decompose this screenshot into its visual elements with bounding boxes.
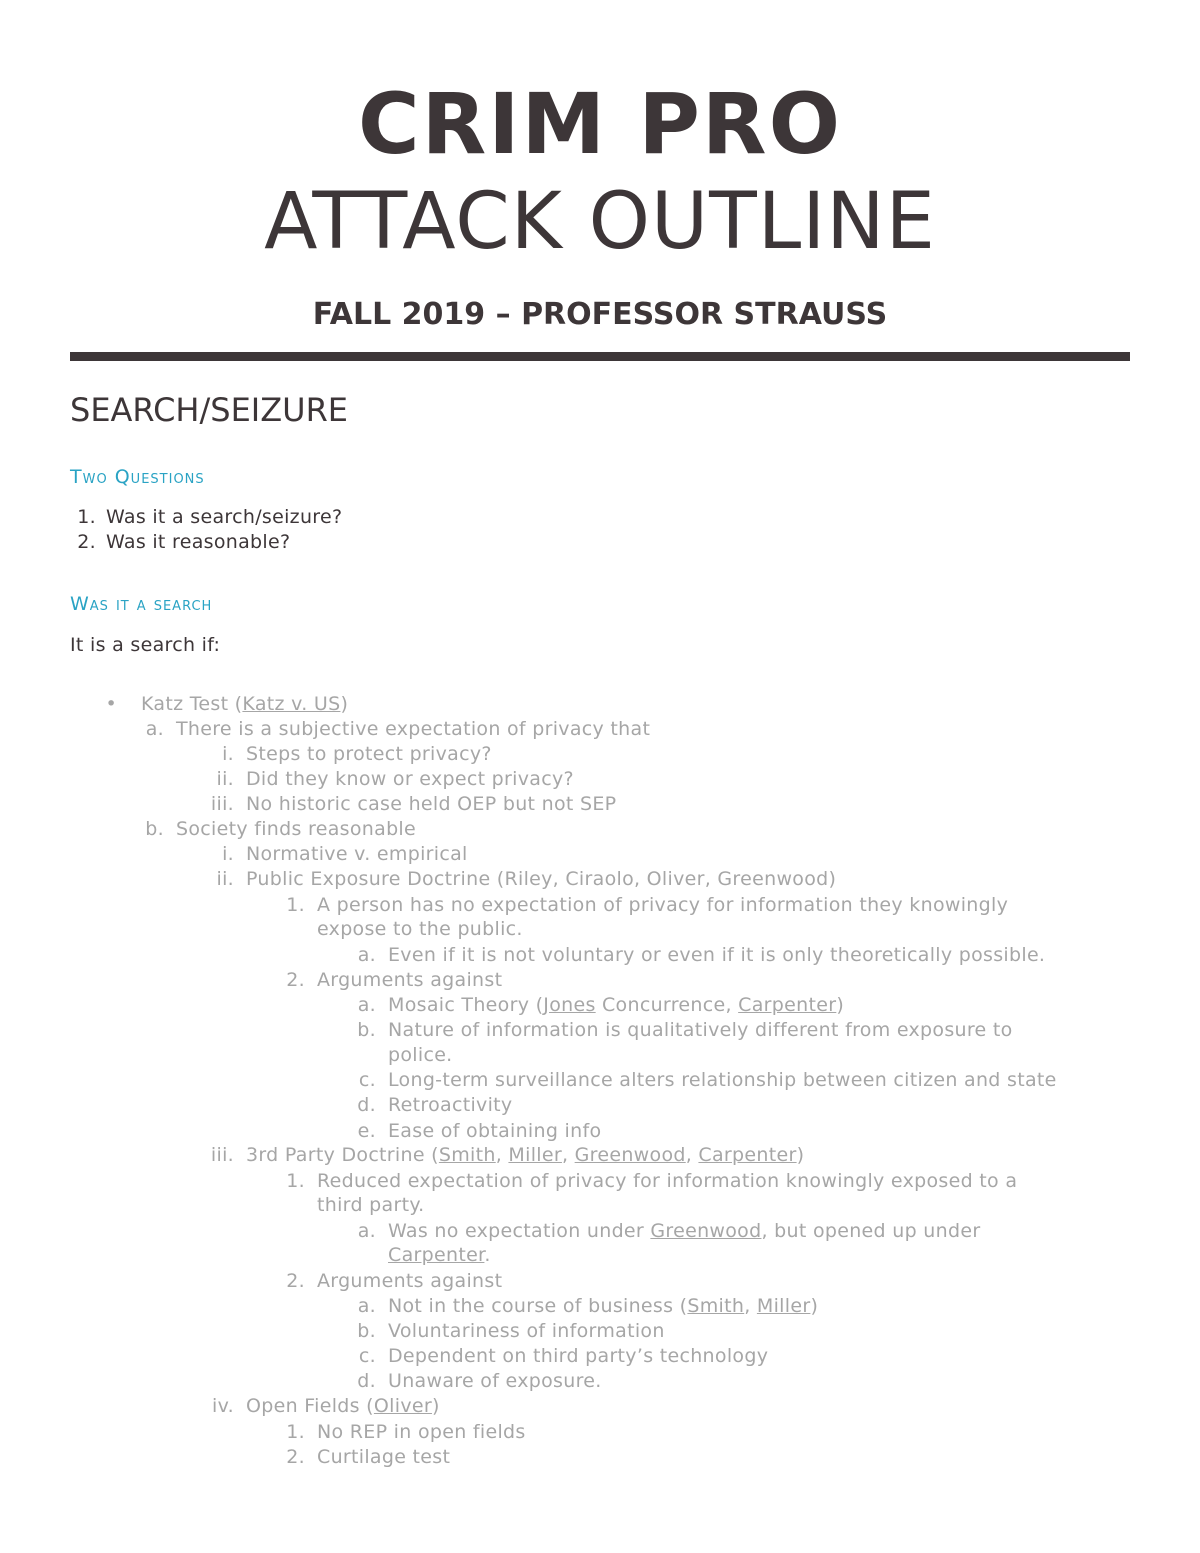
outline-item (222, 742, 492, 767)
outline-text: ) (836, 994, 845, 1016)
outline-item (212, 1394, 440, 1419)
case-citation-link[interactable]: Greenwood (650, 1220, 762, 1242)
document-subtitle-title: ATTACK OUTLINE (264, 177, 936, 267)
outline-text: , (495, 1144, 509, 1166)
question-text: Was it reasonable? (106, 531, 291, 553)
outline-text: Mosaic Theory ( (388, 994, 544, 1016)
outline-item (286, 1445, 451, 1470)
outline-text: Did they know or expect privacy? (246, 768, 574, 790)
outline-text: Arguments against (317, 969, 503, 991)
outline-marker: iii. (210, 1144, 234, 1166)
outline-marker: c. (358, 1069, 376, 1091)
outline-text: police. (388, 1044, 453, 1066)
outline-item (357, 1369, 602, 1394)
outline-marker: iii. (210, 793, 234, 815)
outline-marker: 2. (286, 1446, 305, 1468)
outline-text: , (561, 1144, 575, 1166)
outline-text: Concurrence, (595, 994, 739, 1016)
case-citation-link[interactable]: Miller (756, 1295, 811, 1317)
outline-text: Even if it is not voluntary or even if it is only theoretically possible. (388, 944, 1046, 966)
outline-text: Retroactivity (388, 1094, 513, 1116)
outline-item (357, 1018, 1013, 1043)
outline-marker: 1. (286, 1421, 305, 1443)
document-title: CRIM PRO (357, 75, 843, 173)
outline-item (358, 1344, 769, 1369)
outline-item (286, 1269, 503, 1294)
outline-text: third party. (317, 1194, 425, 1216)
outline-item (222, 842, 468, 867)
outline-marker: ii. (216, 868, 234, 890)
outline-marker: a. (145, 718, 164, 740)
outline-item (216, 867, 837, 892)
outline-item (388, 1243, 491, 1268)
outline-text: ) (796, 1144, 805, 1166)
question-text: Was it a search/seizure? (106, 506, 343, 528)
outline-item (286, 1420, 526, 1445)
outline-marker: a. (357, 1295, 376, 1317)
outline-text: Reduced expectation of privacy for information knowingly exposed to a (317, 1170, 1018, 1192)
outline-marker: d. (357, 1094, 376, 1116)
case-citation-link[interactable]: Carpenter (698, 1144, 797, 1166)
outline-text: Open Fields ( (246, 1395, 374, 1417)
outline-item (216, 767, 574, 792)
outline-text: No REP in open fields (317, 1421, 526, 1443)
outline-text: ) (431, 1395, 440, 1417)
outline-text: Unaware of exposure. (388, 1370, 602, 1392)
outline-marker: iv. (212, 1395, 234, 1417)
outline-text: Ease of obtaining info (388, 1120, 602, 1142)
outline-text: Was no expectation under (388, 1220, 651, 1242)
outline-marker: e. (357, 1120, 376, 1142)
outline-text: , but opened up under (761, 1220, 981, 1242)
intro-text: It is a search if: (70, 634, 221, 656)
list-marker: 2. (77, 531, 96, 553)
outline-text: Public Exposure Doctrine (Riley, Ciraolo, Oliver, Greenwood) (246, 868, 837, 890)
outline-text: Dependent on third party’s technology (388, 1345, 769, 1367)
outline-text: A person has no expectation of privacy for information they knowingly (317, 894, 1009, 916)
outline-text: . (484, 1244, 491, 1266)
outline-item (388, 1043, 453, 1068)
outline-item (105, 692, 349, 717)
outline-item (317, 1193, 425, 1218)
outline-marker: d. (357, 1370, 376, 1392)
outline-marker: c. (358, 1345, 376, 1367)
outline-item (357, 943, 1046, 968)
outline-text: Katz Test ( (141, 693, 243, 715)
outline-item (286, 1169, 1018, 1194)
outline-marker: 1. (286, 894, 305, 916)
course-term-professor: FALL 2019 – PROFESSOR STRAUSS (312, 297, 888, 332)
outline-marker: a. (357, 1220, 376, 1242)
outline-item (357, 1119, 602, 1144)
case-citation-link[interactable]: Smith (687, 1295, 745, 1317)
outline-text: Society finds reasonable (176, 818, 417, 840)
outline-item (145, 717, 651, 742)
list-marker: 1. (77, 506, 96, 528)
outline-text: Normative v. empirical (246, 843, 468, 865)
case-citation-link[interactable]: Miller (508, 1144, 562, 1166)
outline-item (286, 968, 503, 993)
outline-text: Voluntariness of information (388, 1320, 665, 1342)
outline-text: , (685, 1144, 699, 1166)
question-item (77, 505, 343, 530)
outline-item (357, 1219, 981, 1244)
outline-text: , (744, 1295, 757, 1317)
outline-marker: 1. (286, 1170, 305, 1192)
outline-text: Curtilage test (317, 1446, 451, 1468)
outline-item (358, 1068, 1057, 1093)
outline-item (145, 817, 417, 842)
title-divider (70, 352, 1130, 361)
outline-marker: b. (145, 818, 164, 840)
subheading-two-questions: Two Questions (70, 466, 205, 488)
outline-item (357, 1294, 819, 1319)
outline-item (210, 1143, 805, 1168)
case-citation-link[interactable]: Oliver (373, 1395, 432, 1417)
case-citation-link[interactable]: Carpenter (388, 1244, 485, 1266)
section-heading: SEARCH/SEIZURE (70, 391, 349, 429)
outline-item (317, 917, 523, 942)
case-citation-link[interactable]: Katz v. US (242, 693, 341, 715)
outline-marker: • (105, 693, 117, 715)
outline-marker: b. (357, 1019, 376, 1041)
outline-item (357, 1093, 513, 1118)
outline-text: Long-term surveillance alters relationship between citizen and state (388, 1069, 1057, 1091)
case-citation-link[interactable]: Jones (543, 994, 596, 1016)
outline-marker: a. (357, 944, 376, 966)
case-citation-link[interactable]: Carpenter (738, 994, 837, 1016)
outline-text: No historic case held OEP but not SEP (246, 793, 617, 815)
outline-text: Nature of information is qualitatively different from exposure to (388, 1019, 1013, 1041)
outline-marker: b. (357, 1320, 376, 1342)
outline-marker: 2. (286, 969, 305, 991)
outline-text: Arguments against (317, 1270, 503, 1292)
outline-item (210, 792, 617, 817)
case-citation-link[interactable]: Smith (438, 1144, 496, 1166)
outline-item (357, 993, 845, 1018)
outline-item (286, 893, 1009, 918)
outline-text: ) (810, 1295, 819, 1317)
outline-text: ) (340, 693, 349, 715)
outline-item (357, 1319, 665, 1344)
outline-marker: i. (222, 743, 234, 765)
outline-text: 3rd Party Doctrine ( (246, 1144, 439, 1166)
outline-text: Not in the course of business ( (388, 1295, 688, 1317)
outline-marker: 2. (286, 1270, 305, 1292)
outline-marker: a. (357, 994, 376, 1016)
case-citation-link[interactable]: Greenwood (574, 1144, 686, 1166)
outline-text: expose to the public. (317, 918, 523, 940)
outline-text: There is a subjective expectation of privacy that (176, 718, 651, 740)
subheading-was-it-a-search: Was it a search (70, 593, 213, 615)
outline-text: Steps to protect privacy? (246, 743, 492, 765)
question-item (77, 530, 291, 555)
outline-marker: i. (222, 843, 234, 865)
outline-marker: ii. (216, 768, 234, 790)
